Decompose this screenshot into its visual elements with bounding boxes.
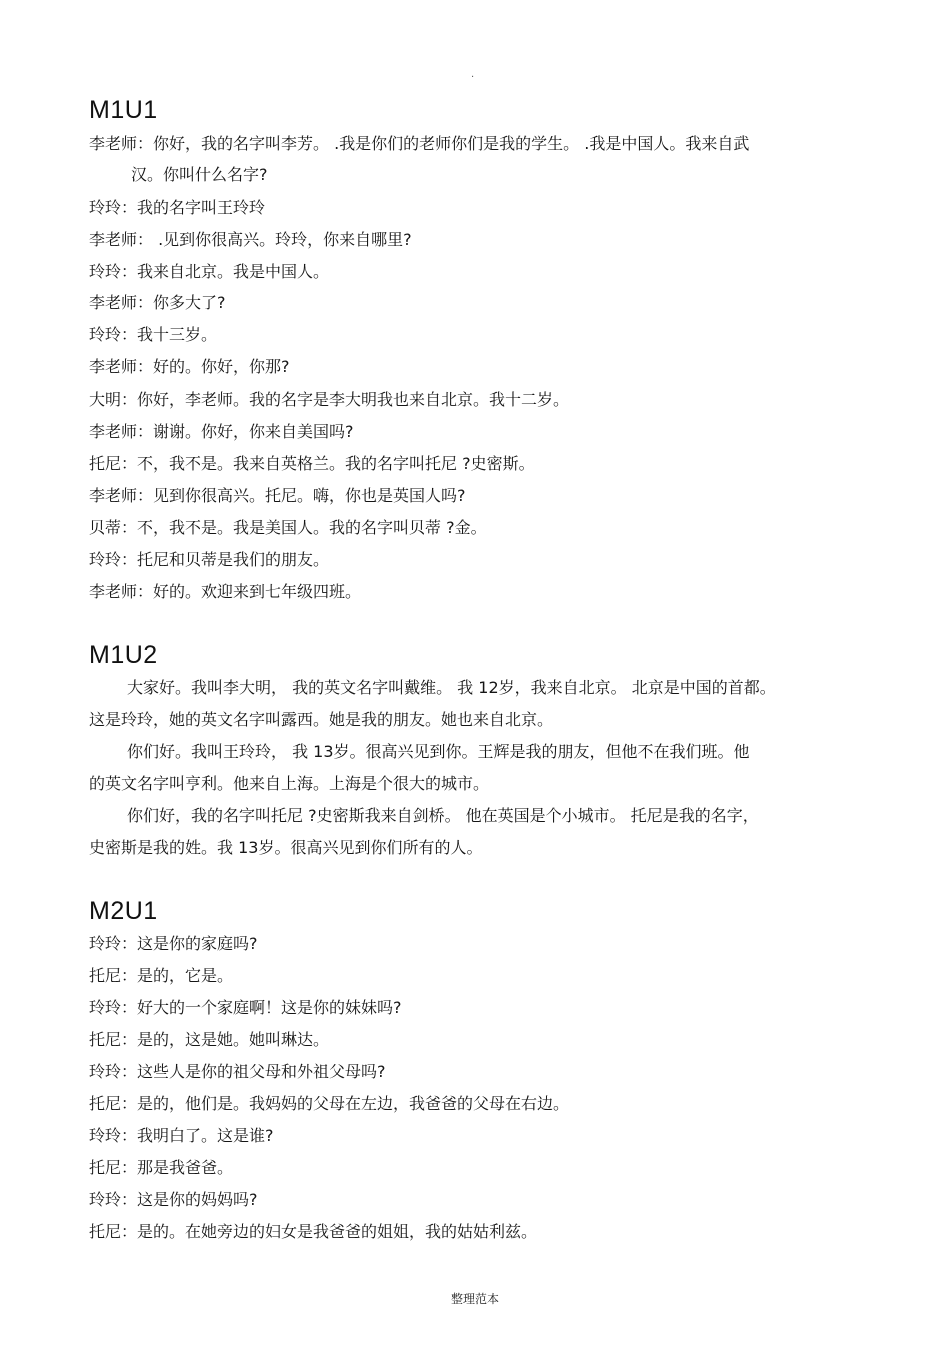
text-line: 你们好。我叫王玲玲， 我 13岁。很高兴见到你。王辉是我的朋友，但他不在我们班。他 <box>127 742 750 761</box>
text-line: 玲玲：这是你的家庭吗? <box>89 934 258 953</box>
text-line: 托尼：是的，他们是。我妈妈的父母在左边，我爸爸的父母在右边。 <box>89 1094 570 1113</box>
text-line: 李老师：你好，我的名字叫李芳。 .我是你们的老师你们是我的学生。 .我是中国人。我来自武 <box>89 134 750 153</box>
text-line: 李老师： .见到你很高兴。玲玲，你来自哪里? <box>89 230 412 249</box>
text-line: 李老师：见到你很高兴。托尼。嗨，你也是英国人吗? <box>89 486 466 505</box>
text-line: 玲玲：我的名字叫王玲玲 <box>89 198 266 217</box>
text-line: 玲玲：这是你的妈妈吗? <box>89 1190 258 1209</box>
text-line: 托尼：是的。在她旁边的妇女是我爸爸的姐姐，我的姑姑利兹。 <box>89 1222 538 1241</box>
text-line: 李老师：好的。你好，你那? <box>89 357 290 376</box>
text-line: 托尼：是的，这是她。她叫琳达。 <box>89 1030 330 1049</box>
text-line: 玲玲：我来自北京。我是中国人。 <box>89 262 330 281</box>
text-line: 贝蒂：不，我不是。我是美国人。我的名字叫贝蒂 ?金。 <box>89 518 487 537</box>
text-line: 玲玲：托尼和贝蒂是我们的朋友。 <box>89 550 330 569</box>
text-line: 托尼：不，我不是。我来自英格兰。我的名字叫托尼 ?史密斯。 <box>89 454 535 473</box>
text-line: 玲玲：这些人是你的祖父母和外祖父母吗? <box>89 1062 386 1081</box>
section-title-m1u1: M1U1 <box>89 96 158 124</box>
text-line: 汉。你叫什么名字? <box>131 165 268 184</box>
text-line: 玲玲：我明白了。这是谁? <box>89 1126 274 1145</box>
text-line: 托尼：那是我爸爸。 <box>89 1158 234 1177</box>
text-line: 玲玲：好大的一个家庭啊！这是你的妹妹吗? <box>89 998 402 1017</box>
top-mark: · <box>471 72 475 83</box>
text-line: 大明：你好，李老师。我的名字是李大明我也来自北京。我十二岁。 <box>89 390 570 409</box>
text-line: 的英文名字叫亨利。他来自上海。上海是个很大的城市。 <box>89 774 490 793</box>
text-line: 李老师：谢谢。你好，你来自美国吗? <box>89 422 354 441</box>
page-footer: 整理范本 <box>450 1292 499 1306</box>
text-line: 你们好，我的名字叫托尼 ?史密斯我来自剑桥。 他在英国是个小城市。 托尼是我的名字， <box>127 806 759 825</box>
section-title-m1u2: M1U2 <box>89 641 158 669</box>
section-title-m2u1: M2U1 <box>89 897 158 925</box>
text-line: 大家好。我叫李大明， 我的英文名字叫戴维。 我 12岁，我来自北京。 北京是中国的首都。 <box>127 678 776 697</box>
text-line: 玲玲：我十三岁。 <box>89 325 218 344</box>
text-line: 这是玲玲，她的英文名字叫露西。她是我的朋友。她也来自北京。 <box>89 710 554 729</box>
text-line: 托尼：是的，它是。 <box>89 966 234 985</box>
text-line: 史密斯是我的姓。我 13岁。很高兴见到你们所有的人。 <box>89 838 483 857</box>
text-line: 李老师：好的。欢迎来到七年级四班。 <box>89 582 362 601</box>
text-line: 李老师：你多大了? <box>89 293 226 312</box>
